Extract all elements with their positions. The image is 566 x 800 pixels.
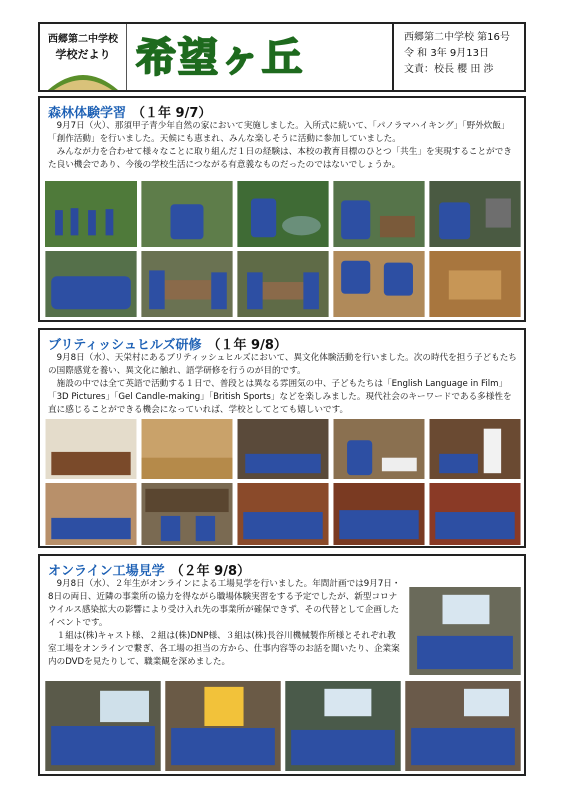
issue-info bbox=[392, 24, 524, 90]
photo bbox=[44, 180, 138, 248]
paragraph: 9月8日（水）、２年生がオンラインによる工場見学を行いました。年間計画では9月7日・8日の両日、近隣の事業所の協力を得ながら職場体験実習をする予定でしたが、新型コロナウイルス感染拡大の影響により受け入れ先の事業所が確保できず、その代替として企画したイベントです。 bbox=[48, 579, 401, 628]
school-logo-box bbox=[40, 24, 127, 90]
section-meta: （１年 9/7） bbox=[132, 106, 212, 121]
issue-date: 令 和 3年 9月13日 bbox=[404, 48, 489, 59]
photo bbox=[236, 482, 330, 546]
newsletter-header bbox=[38, 22, 526, 92]
issue-author: 文責：校長 櫻 田 渉 bbox=[404, 64, 494, 75]
paragraph: 施設の中では全て英語で活動する１日で、普段とは異なる雰囲気の中、子どもたちは「English Language in Film」「3D Pictures」「Gel Candle-making」「British Sports」などを楽しみました。現代社会のキーワードである多様性を直に感じることができる機会になっていれば、学校としてとても嬉しいです。 bbox=[48, 379, 512, 415]
photo bbox=[44, 250, 138, 318]
photo bbox=[140, 418, 234, 480]
paragraph: 9月7日（火）、那須甲子青少年自然の家において実施しました。入所式に続いて、「パノラマハイキング」「野外炊飯」「創作活動」を行いました。天候にも恵まれ、みんな楽しそうに活動に参加していました。 bbox=[48, 121, 510, 144]
newsletter-label: 学校だより bbox=[55, 48, 111, 61]
section-title-text: 森林体験学習 bbox=[48, 106, 127, 121]
photo bbox=[140, 180, 234, 248]
section-title bbox=[48, 102, 211, 121]
photo bbox=[332, 482, 426, 546]
photo bbox=[408, 586, 522, 676]
section-body bbox=[48, 578, 404, 669]
section-body bbox=[48, 120, 518, 172]
photo bbox=[332, 250, 426, 318]
section-body bbox=[48, 352, 518, 417]
section-forest-experience bbox=[38, 96, 526, 322]
photo bbox=[44, 680, 162, 772]
section-title-text: ブリティッシュヒルズ研修 bbox=[48, 338, 202, 353]
photo bbox=[284, 680, 402, 772]
photo bbox=[140, 482, 234, 546]
hill-icon bbox=[48, 66, 118, 90]
issue-number: 西郷第二中学校 第16号 bbox=[404, 32, 510, 43]
section-title-text: オンライン工場見学 bbox=[48, 564, 165, 579]
paragraph: みんなが力を合わせて様々なことに取り組んだ１日の経験は、本校の教育目標のひとつ「共生」を実現することができた良い機会であり、今後の学校生活につながる有意義なものだったのではないでしょうか。 bbox=[48, 147, 512, 170]
photo bbox=[236, 418, 330, 480]
photo bbox=[140, 250, 234, 318]
paragraph: 9月8日（水）、天栄村にあるブリティッシュヒルズにおいて、異文化体験活動を行いました。次の時代を担う子どもたちの国際感覚を養い、異文化に触れ、語学研修を行うのが目的です。 bbox=[48, 353, 517, 376]
photo bbox=[236, 250, 330, 318]
section-british-hills bbox=[38, 328, 526, 548]
photo bbox=[44, 482, 138, 546]
paragraph: １組は(株)キャスト様、２組は(株)DNP様、３組は(株)長谷川機械製作所様とそれぞれ教室工場をオンラインで繋ぎ、各工場の担当の方から、仕事内容等のお話を聞いたり、企業案内のDVDを見たりして、職業観を深めました。 bbox=[48, 631, 400, 667]
photo bbox=[428, 180, 522, 248]
photo bbox=[332, 418, 426, 480]
photo bbox=[44, 418, 138, 480]
photo bbox=[428, 418, 522, 480]
photo bbox=[164, 680, 282, 772]
photo bbox=[428, 250, 522, 318]
section-meta: （１年 9/8） bbox=[207, 338, 287, 353]
section-title bbox=[48, 334, 287, 353]
photo bbox=[332, 180, 426, 248]
school-name: 西郷第二中学校 bbox=[48, 34, 118, 45]
section-title bbox=[48, 560, 250, 579]
photo bbox=[428, 482, 522, 546]
photo-grid bbox=[44, 680, 522, 772]
newsletter-title: 希望ヶ丘 bbox=[136, 35, 304, 81]
section-online-factory-tour bbox=[38, 554, 526, 776]
photo bbox=[236, 180, 330, 248]
photo-grid bbox=[44, 418, 522, 546]
photo-grid bbox=[44, 180, 522, 318]
section-meta: （２年 9/8） bbox=[170, 564, 250, 579]
photo bbox=[404, 680, 522, 772]
